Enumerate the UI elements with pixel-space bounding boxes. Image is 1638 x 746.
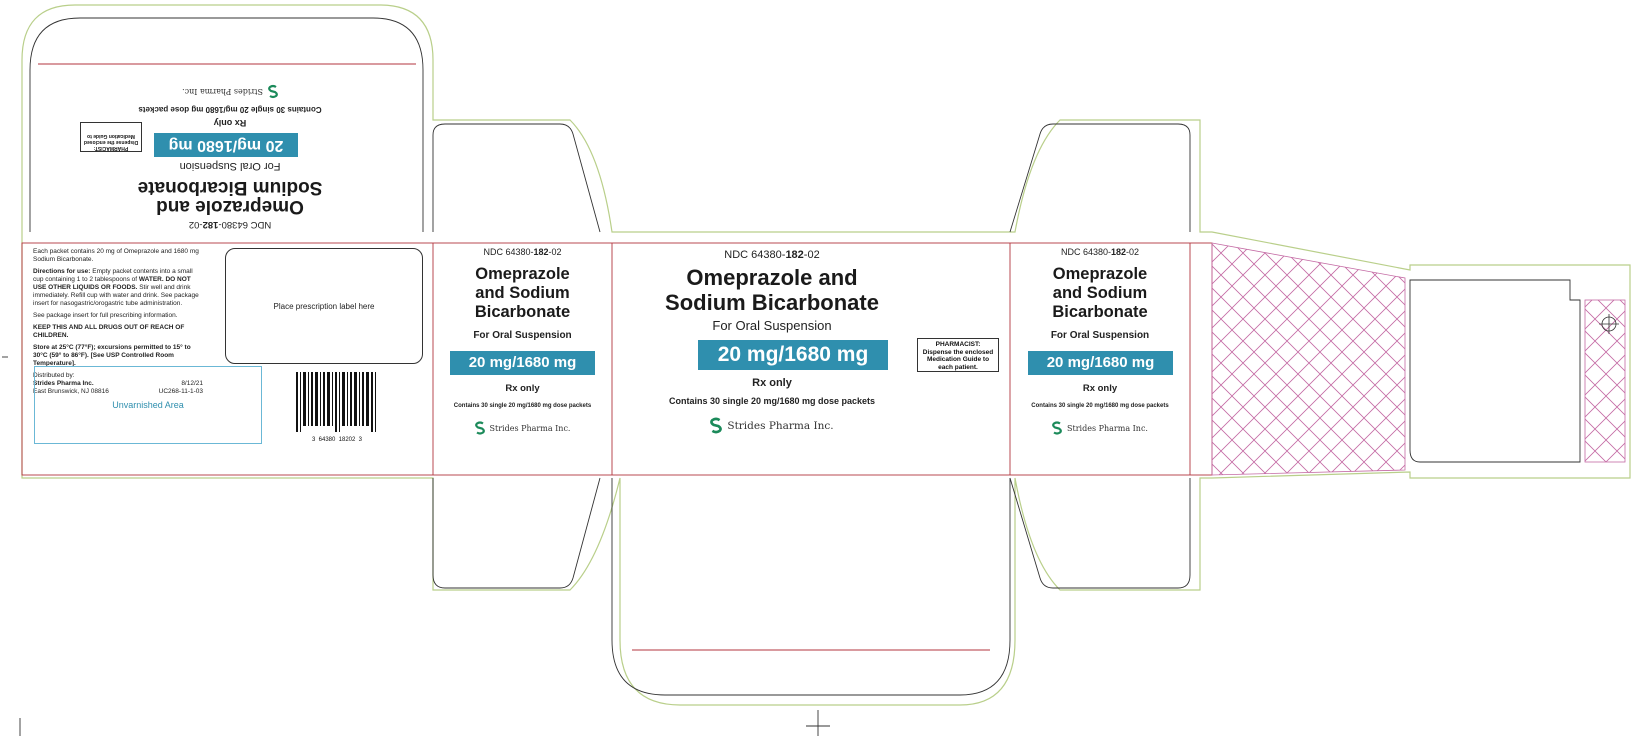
left-product-name: Omeprazole and Sodium Bicarbonate (474, 265, 571, 321)
top-form: For Oral Suspension (179, 160, 281, 172)
prescription-label-box: Place prescription label here (225, 248, 423, 364)
right-brand: Strides Pharma Inc. (1010, 421, 1190, 435)
strides-logo-icon (710, 417, 722, 434)
top-flap-panel (80, 72, 380, 232)
front-brand: Strides Pharma Inc. (612, 417, 932, 434)
strides-logo-icon (475, 421, 485, 435)
top-ndc: NDC 64380-182-02 (188, 219, 272, 230)
right-packets: Contains 30 single 20 mg/1680 mg dose packets (1031, 403, 1169, 409)
front-product-name: Omeprazole and Sodium Bicarbonate (665, 265, 879, 315)
pharmacist-box: PHARMACIST: Dispense the enclosed Medication Guide to each patient. (917, 338, 999, 372)
right-rx: Rx only (1082, 383, 1118, 394)
top-strength-badge: 20 mg/1680 mg (154, 133, 298, 157)
top-product-name: Omeprazole and Sodium Bicarbonate (137, 177, 323, 217)
left-packets: Contains 30 single 20 mg/1680 mg dose packets (453, 403, 592, 409)
top-rx: Rx only (213, 118, 247, 128)
right-strength-badge: 20 mg/1680 mg (1028, 351, 1173, 375)
right-product-name: Omeprazole and Sodium Bicarbonate (1052, 265, 1148, 321)
right-side-panel (1010, 243, 1190, 475)
left-side-panel (433, 243, 612, 475)
front-form: For Oral Suspension (712, 318, 832, 333)
front-packets: Contains 30 single 20 mg/1680 mg dose packets (668, 396, 876, 406)
back-info-text: Each packet contains 20 mg of Omeprazole and 1680 mg Sodium Bicarbonate. Directions for use: Empty packet contents into a small cup containing 1 to 2 tablespoons of WATER. DO NOT USE OTHER LIQUIDS OR FOODS. Stir well and drink immediately. Refill cup with water and drink. See package insert for nasogastric/orogastric tube administration. See package insert for full prescribing information. KEEP THIS AND ALL DRUGS OUT OF REACH OF CHILDREN. Store at 25°C (77°F); excursions permitted to 15° to 30°C (59° to 86°F). [See USP Controlled Room Temperature]. Distributed by: Strides Pharma Inc. 8/12/21 East Brunswick, NJ 08816 UC268-11-1-03 (33, 248, 203, 395)
front-strength-badge: 20 mg/1680 mg (698, 340, 888, 370)
right-ndc: NDC 64380-182-02 (1060, 247, 1140, 257)
front-ndc: NDC 64380-182-02 (724, 249, 820, 261)
left-brand: Strides Pharma Inc. (433, 421, 612, 435)
strides-logo-icon (1052, 421, 1062, 435)
left-rx: Rx only (505, 383, 540, 394)
left-ndc: NDC 64380-182-02 (483, 247, 562, 257)
barcode-icon (292, 372, 382, 432)
left-form: For Oral Suspension (473, 330, 572, 341)
strides-logo-icon (268, 85, 278, 98)
front-panel (612, 243, 1010, 475)
right-form: For Oral Suspension (1050, 330, 1150, 341)
unvarnished-area: Unvarnished Area (34, 366, 262, 444)
barcode-digits: 3 64380 18202 3 (311, 437, 363, 443)
top-pharmacist-box: PHARMACIST: Dispense the enclosed Medication Guide to (80, 122, 142, 152)
front-rx: Rx only (752, 377, 792, 389)
barcode (292, 372, 382, 443)
top-brand: Strides Pharma Inc. (80, 85, 380, 98)
back-panel (30, 248, 430, 473)
top-packets: Contains 30 single 20 mg/1680 mg dose packets (138, 105, 322, 114)
left-strength-badge: 20 mg/1680 mg (450, 351, 595, 375)
